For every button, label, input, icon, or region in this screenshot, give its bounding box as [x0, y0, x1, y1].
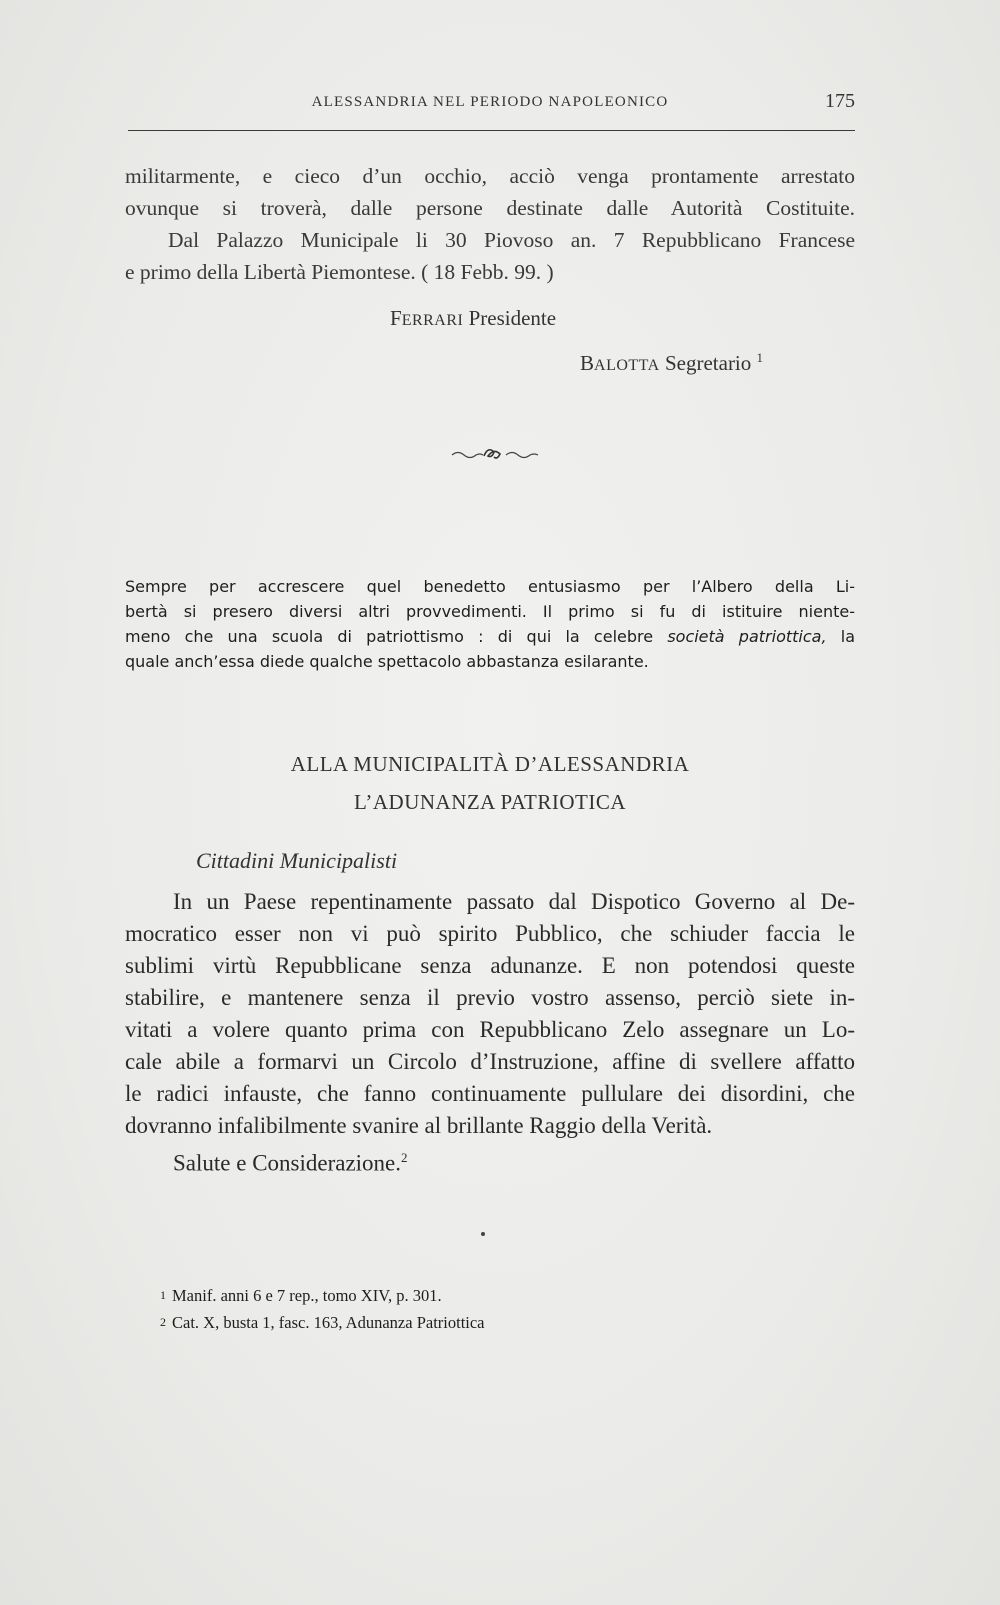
decree-text	[125, 160, 855, 288]
footnote-ref-1: 1	[756, 350, 764, 365]
president-surname: ERRARI	[401, 312, 464, 329]
decree-line: Dal Palazzo Municipale li 30 Piovoso an. 7 Repubblicano Francese	[168, 228, 855, 252]
footnote-mark: 1	[160, 1288, 166, 1302]
document-heading-line-1: ALLA MUNICIPALITÀ D’ALESSANDRIA	[290, 752, 690, 776]
commentary-line-text: meno che una scuola di patriottismo : di qui la celebre	[125, 627, 668, 646]
salutation: Cittadini Municipalisti	[196, 848, 398, 873]
footnote-text: Manif. anni 6 e 7 rep., tomo XIV, p. 301.	[172, 1286, 442, 1305]
fleuron-ornament-icon	[450, 444, 540, 464]
commentary-line-tail: la	[826, 627, 856, 646]
commentary-paragraph	[125, 574, 855, 674]
letter-line: cale abile a formarvi un Circolo d’Instruzione, affine di svellere affatto	[125, 1049, 855, 1074]
secretary-initial: B	[580, 351, 595, 375]
footnote-ref-2: 2	[401, 1150, 408, 1165]
running-title: ALESSANDRIA NEL PERIODO NAPOLEONICO	[311, 94, 669, 110]
president-signature	[390, 306, 556, 331]
letter-line: vitati a volere quanto prima con Repubblicano Zelo assegnare un Lo-	[125, 1017, 855, 1042]
secretary-signature	[580, 350, 763, 376]
letter-line: le radici infauste, che fanno continuamente pullulare dei disordini, che	[125, 1081, 855, 1106]
footnote-2	[160, 1309, 760, 1336]
secretary-role: Segretario	[664, 351, 752, 375]
page-header	[125, 90, 855, 120]
letter-closing	[173, 1150, 408, 1177]
decree-line: e primo della Libertà Piemontese. ( 18 Febb. 99. )	[125, 260, 554, 284]
commentary-line: bertà si presero diversi altri provvedimenti. Il primo si fu di istituire niente-	[125, 602, 855, 621]
header-rule	[128, 130, 855, 131]
letter-body	[125, 886, 855, 1142]
ink-dot	[481, 1232, 485, 1236]
footnotes	[160, 1282, 760, 1336]
document-heading-line-2: L’ADUNANZA PATRIOTICA	[353, 790, 627, 814]
decree-line: militarmente, e cieco d’un occhio, acciò venga prontamente arrestato	[125, 164, 855, 188]
president-role: Presidente	[468, 306, 557, 330]
footnote-text: Cat. X, busta 1, fasc. 163, Adunanza Patriottica	[172, 1313, 485, 1332]
page-number: 175	[825, 90, 855, 112]
footnote-1	[160, 1282, 760, 1309]
commentary-line	[125, 624, 855, 649]
letter-line: mocratico esser non vi può spirito Pubblico, che schiuder faccia le	[125, 921, 855, 946]
decree-line: ovunque si troverà, dalle persone destinate dalle Autorità Costituite.	[125, 196, 855, 220]
letter-line: sublimi virtù Repubblicane senza adunanze. E non potendosi queste	[125, 953, 855, 978]
secretary-surname: ALOTTA	[594, 357, 660, 374]
president-initial: F	[390, 306, 402, 330]
commentary-line: Sempre per accrescere quel benedetto entusiasmo per l’Albero della Li-	[125, 577, 855, 596]
commentary-line: quale anch’essa diede qualche spettacolo abbastanza esilarante.	[125, 652, 649, 671]
closing-text: Salute e Considerazione.	[173, 1150, 402, 1176]
commentary-italic: società patriottica,	[667, 627, 827, 646]
letter-line: stabilire, e mantenere senza il previo vostro assenso, perciò siete in-	[125, 985, 855, 1010]
letter-line: In un Paese repentinamente passato dal Dispotico Governo al De-	[173, 889, 855, 914]
footnote-mark: 2	[160, 1315, 166, 1329]
letter-line: dovranno infalibilmente svanire al brillante Raggio della Verità.	[125, 1113, 713, 1138]
